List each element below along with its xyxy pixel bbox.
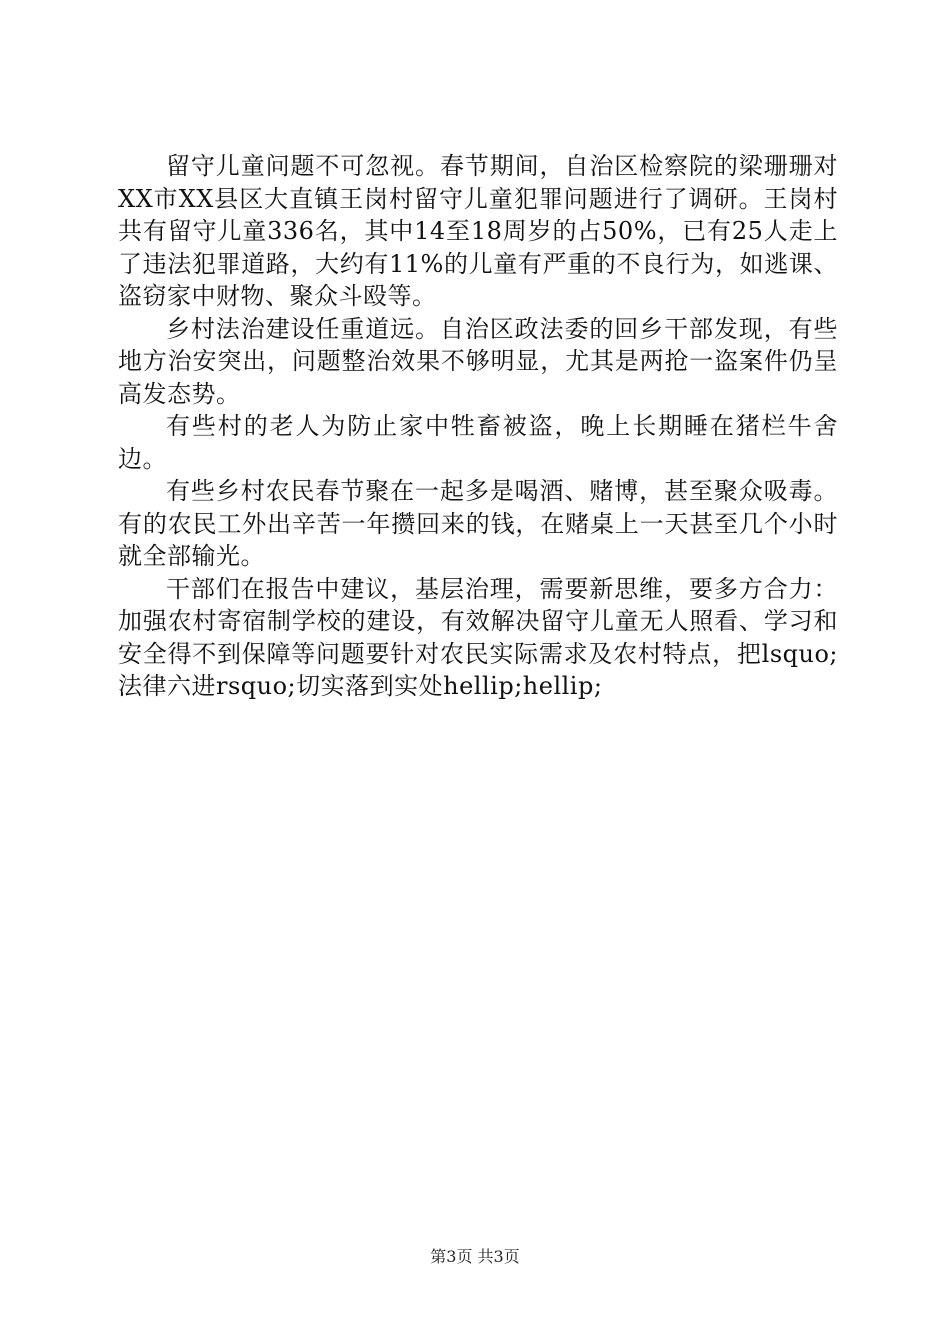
paragraph-5: 干部们在报告中建议，基层治理，需要新思维，要多方合力：加强农村寄宿制学校的建设，有效解决留守儿童无人照看、学习和安全得不到保障等问题要针对农民实际需求及农村特点，把lsquo;法律六进rsquo;切实落到实处hellip;hellip; bbox=[118, 574, 838, 700]
paragraph-4: 有些乡村农民春节聚在一起多是喝酒、赌博，甚至聚众吸毒。有的农民工外出辛苦一年攒回来的钱，在赌桌上一天甚至几个小时就全部输光。 bbox=[118, 477, 838, 570]
document-body bbox=[118, 150, 838, 703]
paragraph-2: 乡村法治建设任重道远。自治区政法委的回乡干部发现，有些地方治安突出，问题整治效果不够明显，尤其是两抢一盗案件仍呈高发态势。 bbox=[118, 314, 838, 408]
paragraph-1: 留守儿童问题不可忽视。春节期间，自治区检察院的梁珊珊对XX市XX县区大直镇王岗村留守儿童犯罪问题进行了调研。王岗村共有留守儿童336名，其中14至18周岁的占50%，已有25人走上了违法犯罪道路，大约有11%的儿童有严重的不良行为，如逃课、盗窃家中财物、聚众斗殴等。 bbox=[118, 152, 838, 310]
page-footer: 第3页 共3页 bbox=[430, 1247, 520, 1266]
paragraph-3: 有些村的老人为防止家中牲畜被盗，晚上长期睡在猪栏牛舍边。 bbox=[118, 412, 838, 473]
